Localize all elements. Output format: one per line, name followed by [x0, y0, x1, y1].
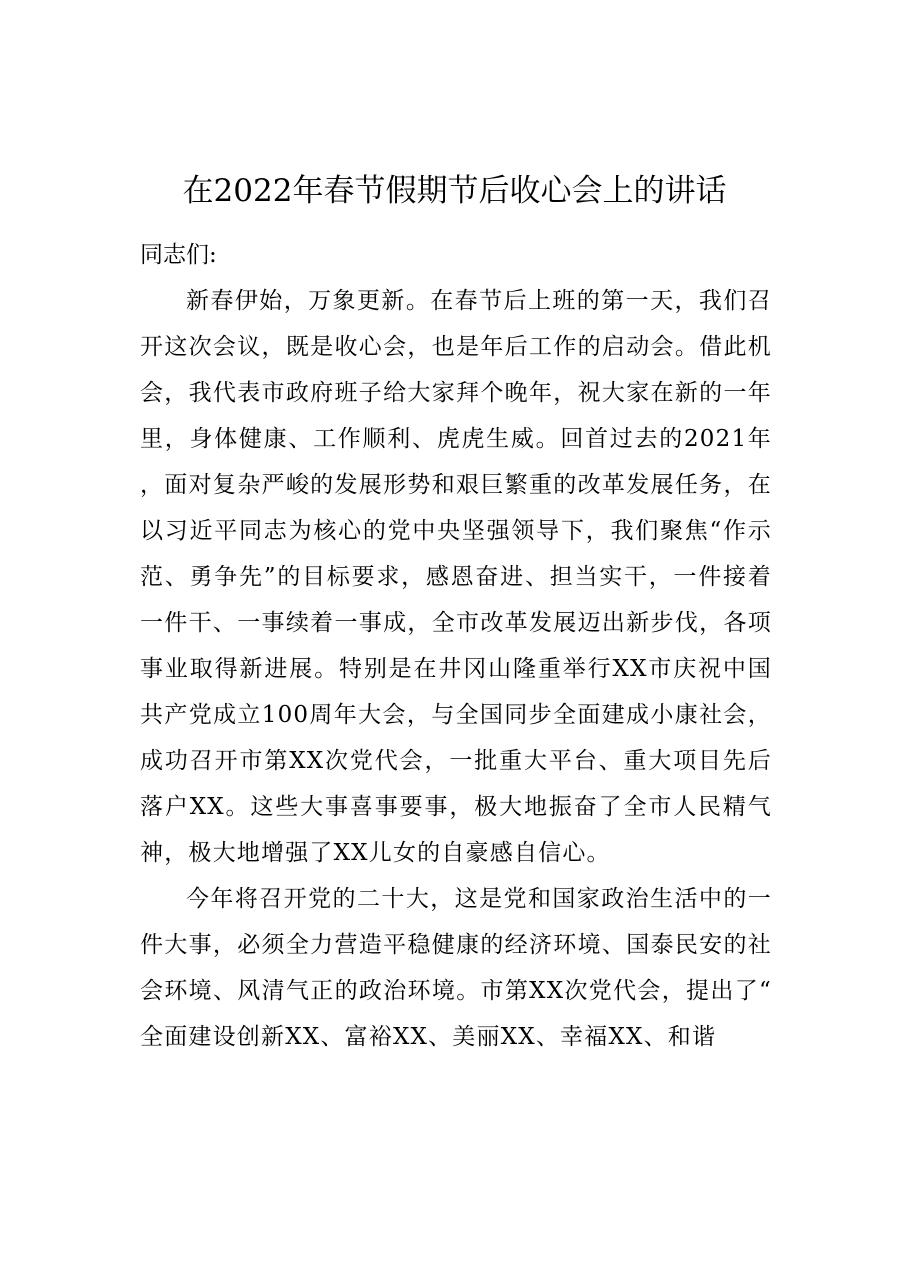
- salutation: 同志们:: [140, 242, 217, 268]
- paragraph-2: 今年将召开党的二十大，这是党和国家政治生活中的一件大事，必须全力营造平稳健康的经济环境、国泰民安的社会环境、风清气正的政治环境。市第XX次党代会，提出了“全面建设创新XX、富裕XX、美丽XX、幸福XX、和谐: [140, 886, 772, 1050]
- paragraph-1: 新春伊始，万象更新。在春节后上班的第一天，我们召开这次会议，既是收心会，也是年后工作的启动会。借此机会，我代表市政府班子给大家拜个晚年，祝大家在新的一年里，身体健康、工作顺利、虎虎生威。回首过去的2021年，面对复杂严峻的发展形势和艰巨繁重的改革发展任务，在以习近平同志为核心的党中央坚强领导下，我们聚焦“作示范、勇争先”的目标要求，感恩奋进、担当实干，一件接着一件干、一事续着一事成，全市改革发展迈出新步伐，各项事业取得新进展。特别是在井冈山隆重举行XX市庆祝中国共产党成立100周年大会，与全国同步全面建成小康社会，成功召开市第XX次党代会，一批重大平台、重大项目先后落户XX。这些大事喜事要事，极大地振奋了全市人民精气神，极大地增强了XX儿女的自豪感自信心。: [140, 288, 772, 866]
- document-body: [140, 232, 772, 1060]
- document-title: 在2022年春节假期节后收心会上的讲话: [182, 173, 727, 209]
